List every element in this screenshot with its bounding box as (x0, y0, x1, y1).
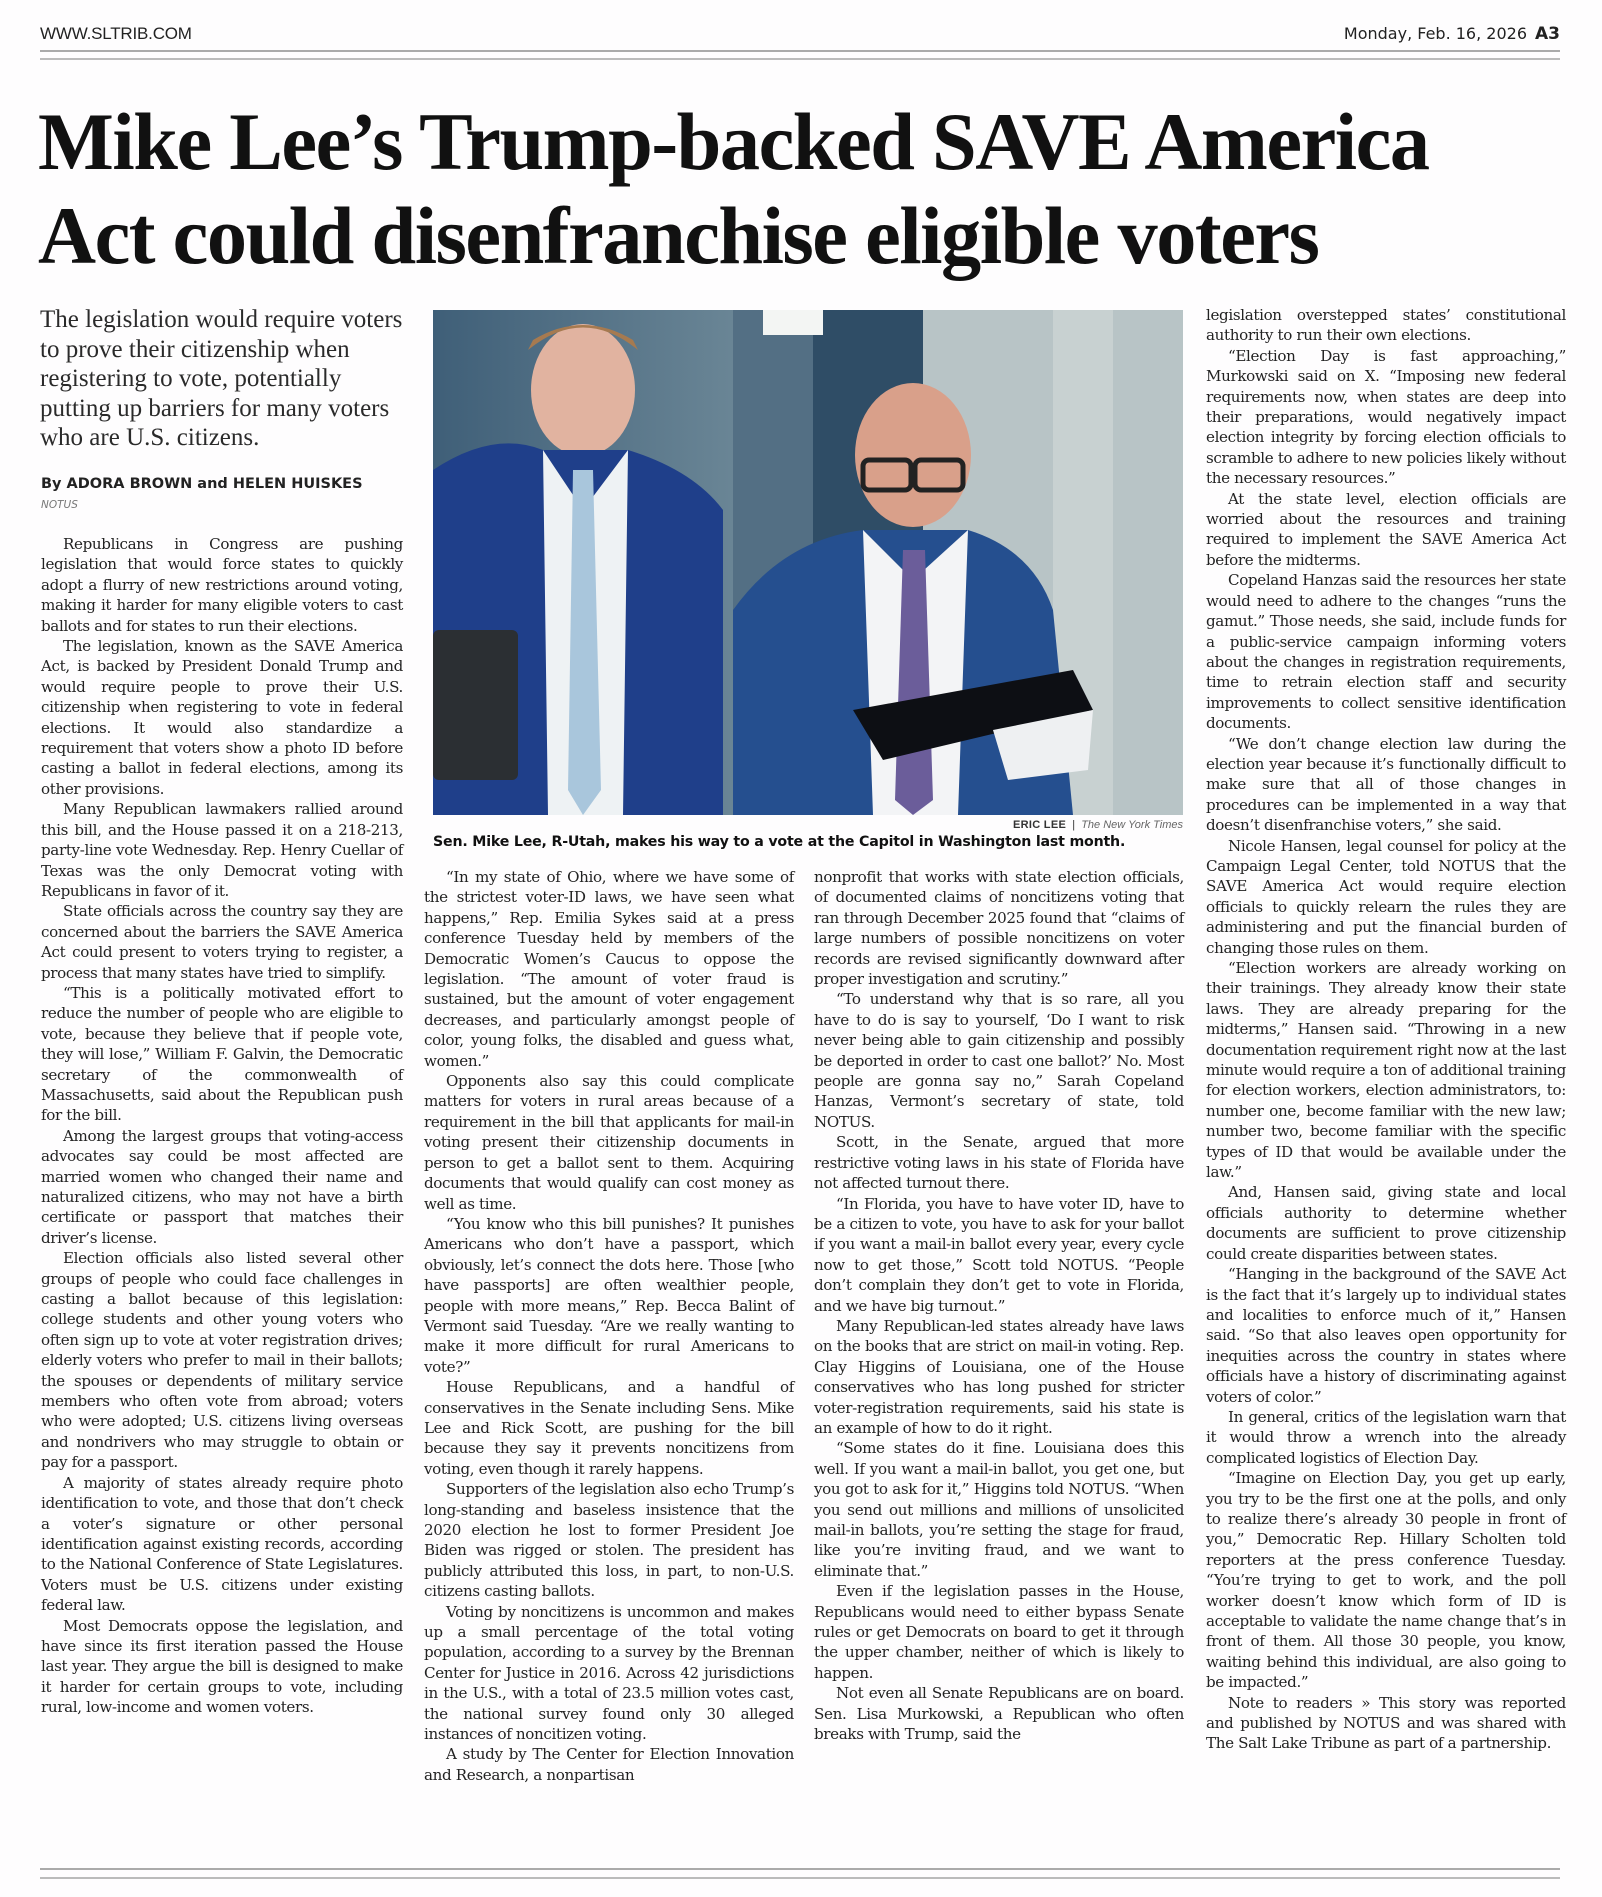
article-paragraph: At the state level, election officials are worried about the resources and training required to implement the SAVE America Act before the midterms. (1206, 489, 1566, 569)
page-header (40, 14, 1560, 54)
byline: By ADORA BROWN and HELEN HUISKES (41, 476, 363, 492)
article-paragraph: A majority of states already require photo identification to vote, and those that don’t check a voter’s signature or other personal identification against existing records, according to the National Conference of State Legislatures. Voters must be U.S. citizens under existing federal law. (41, 1473, 403, 1615)
article-column-3 (814, 867, 1184, 1744)
article-paragraph: Many Republican-led states already have laws on the books that are strict on mail-in voting. Rep. Clay Higgins of Louisiana, one of the House conservatives who has long pushed for stricter voter-registration requirements, said his state is an example of how to do it right. (814, 1316, 1184, 1437)
photo-credit: ERIC LEE | The New York Times (1012, 819, 1183, 831)
date-text: Monday, Feb. 16, 2026 (1343, 24, 1527, 43)
page-number: A3 (1535, 24, 1560, 44)
footer-divider (40, 1868, 1560, 1870)
article-paragraph: “To understand why that is so rare, all you have to do is say to yourself, ‘Do I want to risk never being able to gain citizenship and possibly be deported in order to cast one ballot?’ No. Most people are gonna say no,” Sarah Copeland Hanzas, Vermont’s secretary of state, told NOTUS. (814, 990, 1184, 1131)
article-paragraph: State officials across the country say they are concerned about the barriers the SAVE America Act could present to voters trying to register, a process that many states have tried to simplify. (41, 902, 403, 982)
article-paragraph: “Some states do it fine. Louisiana does this well. If you want a mail-in ballot, you get one, but you got to ask for it,” Higgins told NOTUS. “When you send out millions and millions of unsolicited mail-in ballots, you’re setting the stage for fraud, like you’re inviting fraud, and we want to eliminate that.” (814, 1439, 1184, 1580)
article-paragraph: Supporters of the legislation also echo Trump’s long-standing and baseless insistence that the 2020 election he lost to former President Joe Biden was rigged or stolen. The president has publicly attributed this loss, in part, to non-U.S. citizens casting ballots. (424, 1480, 794, 1601)
article-paragraph: “You know who this bill punishes? It punishes Americans who don’t have a passport, which obviously, let’s connect the dots here. Those [who have passports] are often wealthier people, people with more means,” Rep. Becca Balint of Vermont said Tuesday. “Are we really wanting to make it more difficult for rural Americans to vote?” (424, 1214, 794, 1376)
article-photo (433, 310, 1183, 815)
article-paragraph: Copeland Hanzas said the resources her state would need to adhere to the changes “runs the gamut.” Those needs, she said, include funds for a public-service campaign informing voters about the changes in registration requirements, time to retrain election staff and security improvements to collect sensitive identification documents. (1206, 571, 1566, 733)
byline-organization: NOTUS (41, 499, 78, 511)
headline-line-2: Act could disenfranchise eligible voters (38, 190, 1319, 281)
article-paragraph: “We don’t change election law during the election year because it’s functionally difficult to make sure that all of those changes in procedures can be implemented in a way that doesn’t disenfranchise voters,” she said. (1206, 734, 1566, 835)
article-paragraph: Not even all Senate Republicans are on board. Sen. Lisa Murkowski, a Republican who often breaks with Trump, said the (814, 1684, 1184, 1744)
article-paragraph: “Hanging in the background of the SAVE Act is the fact that it’s largely up to individual states and localities to enforce much of it,” Hansen said. “So that also leaves open opportunity for inequities across the country in states where officials have a history of discriminating against voters of color.” (1206, 1265, 1566, 1406)
article-paragraph: The legislation, known as the SAVE America Act, is backed by President Donald Trump and would require people to prove their U.S. citizenship when registering to vote in federal elections. It would also standardize a requirement that voters show a photo ID before casting a ballot in federal elections, among its other provisions. (41, 637, 403, 798)
article-paragraph: Many Republican lawmakers rallied around this bill, and the House passed it on a 218-213, party-line vote Wednesday. Rep. Henry Cuellar of Texas was the only Democrat voting with Republicans in favor of it. (41, 800, 403, 900)
photo-source: The New York Times (1081, 819, 1183, 831)
article-paragraph: Republicans in Congress are pushing legislation that would force states to quickly adopt a flurry of new restrictions around voting, making it harder for many eligible voters to cast ballots and for states to run their elections. (41, 535, 403, 635)
article-paragraph: Among the largest groups that voting-access advocates say could be most affected are married women who changed their name and naturalized citizens, who may not have a birth certificate or passport that matches their driver’s license. (41, 1126, 403, 1247)
article-column-1 (41, 534, 403, 1718)
site-url: WWW.SLTRIB.COM (40, 24, 192, 43)
article-paragraph: “Election Day is fast approaching,” Murkowski said on X. “Imposing new federal requirements now, when states are deep into their preparations, would negatively impact election integrity by forcing election officials to scramble to adhere to new policies likely without the necessary resources.” (1206, 346, 1566, 488)
article-paragraph: Scott, in the Senate, argued that more restrictive voting laws in his state of Florida have not affected turnout there. (814, 1133, 1184, 1193)
article-paragraph: Opponents also say this could complicate matters for voters in rural areas because of a requirement in the bill that applicants for mail-in voting present their citizenship documents in person to get a ballot sent to them. Acquiring documents that would qualify can cost money as well as time. (424, 1072, 794, 1213)
article-deck: The legislation would require voters to prove their citizenship when registering to vote, potentially putting up barriers for many voters who are U.S. citizens. (40, 306, 403, 451)
article-paragraph: “In my state of Ohio, where we have some of the strictest voter-ID laws, we have seen what happens,” Rep. Emilia Sykes said at a press conference Tuesday held by members of the Democratic Women’s Caucus to oppose the legislation. “The amount of voter fraud is sustained, but the amount of voter engagement decreases, and particularly amongst people of color, young folks, the disabled and guess what, women.” (424, 868, 794, 1070)
article-column-4 (1206, 305, 1566, 1754)
article-paragraph: nonprofit that works with state election officials, of documented claims of noncitizens voting that ran through December 2025 found that “claims of large numbers of possible noncitizens on voter records are revised significantly downward after proper investigation and scrutiny.” (814, 868, 1184, 989)
article-paragraph: Voting by noncitizens is uncommon and makes up a small percentage of the total voting population, according to a survey by the Brennan Center for Justice in 2016. Across 42 jurisdictions in the U.S., with a total of 23.5 million votes cast, the national survey found only 30 alleged instances of noncitizen voting. (424, 1602, 794, 1744)
issue-date (1344, 24, 1560, 44)
header-divider (40, 50, 1560, 52)
article-paragraph: legislation overstepped states’ constitutional authority to run their own elections. (1206, 306, 1566, 345)
article-paragraph: “In Florida, you have to have voter ID, have to be a citizen to vote, you have to ask for your ballot if you want a mail-in ballot every year, every cycle now to get those,” Scott told NOTUS. “People don’t complain they don’t get to vote in Florida, and we have big turnout.” (814, 1194, 1184, 1315)
footer-divider-secondary (40, 1877, 1560, 1879)
article-paragraph: “Election workers are already working on their trainings. They already know their state laws. They are already preparing for the midterms,” Hansen said. “Throwing in a new documentation requirement right now at the last minute would require a ton of additional training for election workers, election administrators, to: number one, become familiar with the new law; number two, become familiar with the specific types of ID that would be available under the law.” (1206, 959, 1566, 1182)
photo-illustration (433, 310, 1183, 815)
article-paragraph: A study by The Center for Election Innovation and Research, a nonpartisan (424, 1745, 794, 1784)
header-divider-secondary (40, 58, 1560, 60)
article-paragraph: House Republicans, and a handful of conservatives in the Senate including Sens. Mike Lee and Rick Scott, are pushing for the bill because they say it prevents noncitizens from voting, even though it rarely happens. (424, 1378, 794, 1478)
article-paragraph: In general, critics of the legislation warn that it would throw a wrench into the already complicated logistics of Election Day. (1206, 1407, 1566, 1467)
article-paragraph: Most Democrats oppose the legislation, and have since its first iteration passed the House last year. They argue the bill is designed to make it harder for certain groups to vote, including rural, low-income and women voters. (41, 1616, 403, 1717)
headline-line-1: Mike Lee’s Trump-backed SAVE America (38, 96, 1429, 187)
article-column-2 (424, 867, 794, 1785)
article-paragraph: Even if the legislation passes in the House, Republicans would need to either bypass Senate rules or get Democrats on board to get it through the upper chamber, neither of which is likely to happen. (814, 1582, 1184, 1682)
article-paragraph: Election officials also listed several other groups of people who could face challenges in casting a ballot because of this legislation: college students and other young voters who often sign up to vote at voter registration drives; elderly voters who prefer to mail in their ballots; the spouses or dependents of military service members who often vote from abroad; voters who were adopted; U.S. citizens living overseas and nondrivers who may struggle to obtain or pay for a passport. (41, 1249, 403, 1472)
headline (38, 95, 1547, 283)
article-paragraph: Nicole Hansen, legal counsel for policy at the Campaign Legal Center, told NOTUS that the SAVE America Act would require election officials to quickly relearn the rules they are administering and put the financial burden of changing those rules on them. (1206, 836, 1566, 957)
photographer-name: ERIC LEE (1012, 819, 1067, 831)
article-paragraph: “This is a politically motivated effort to reduce the number of people who are eligible to vote, because they believe that if people vote, they will lose,” William F. Galvin, the Democratic secretary of the commonwealth of Massachusetts, said about the Republican push for the bill. (41, 983, 403, 1125)
photo-caption: Sen. Mike Lee, R-Utah, makes his way to a vote at the Capitol in Washington last month. (433, 834, 1126, 850)
article-paragraph: “Imagine on Election Day, you get up early, you try to be the first one at the polls, and only to realize there’s already 30 people in front of you,” Democratic Rep. Hillary Scholten told reporters at the press conference Tuesday. “You’re trying to get to work, and the poll worker doesn’t know which form of ID is acceptable to validate the name change that’s in front of them. All those 30 people, you know, waiting behind this individual, are also going to be impacted.” (1206, 1469, 1566, 1692)
article-paragraph: Note to readers » This story was reported and published by NOTUS and was shared with The Salt Lake Tribune as part of a partnership. (1206, 1693, 1566, 1753)
article-paragraph: And, Hansen said, giving state and local officials authority to determine whether documents are sufficient to prove citizenship could create disparities between states. (1206, 1183, 1566, 1263)
